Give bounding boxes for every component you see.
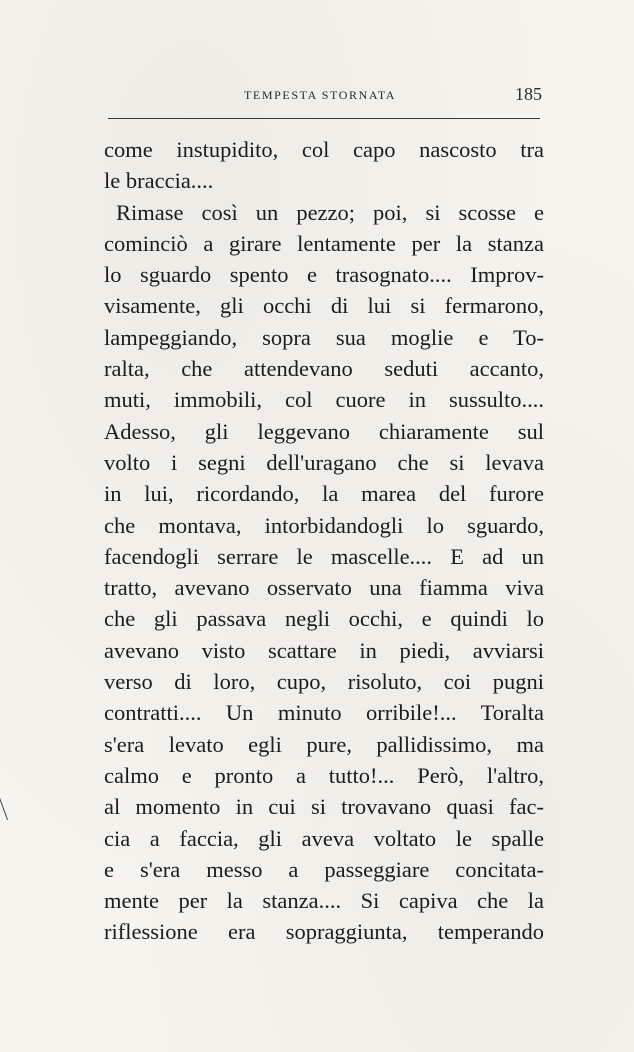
page-header bbox=[104, 86, 542, 112]
text-line: facendogli serrare le mascelle.... E ad un bbox=[104, 543, 544, 569]
text-line: calmo e pronto a tutto!... Però, l'altro, bbox=[104, 762, 544, 788]
text-line: cia a faccia, gli aveva voltato le spalle bbox=[104, 825, 544, 851]
text-line: verso di loro, cupo, risoluto, coi pugni bbox=[104, 669, 544, 695]
text-line: Adesso, gli leggevano chiaramente sul bbox=[104, 418, 544, 444]
text-line: in lui, ricordando, la marea del furore bbox=[104, 481, 544, 507]
text-line: contratti.... Un minuto orribile!... Toralta bbox=[104, 700, 544, 726]
text-line: avevano visto scattare in piedi, avviarsi bbox=[104, 637, 544, 663]
text-line: riflessione era sopraggiunta, temperando bbox=[104, 919, 544, 945]
page-number: 185 bbox=[515, 84, 542, 104]
running-head: TEMPESTA STORNATA bbox=[244, 88, 397, 102]
body-text bbox=[104, 134, 544, 948]
header-rule bbox=[108, 118, 540, 119]
text-line: tratto, avevano osservato una fiamma viva bbox=[104, 575, 544, 601]
text-line: le braccia.... bbox=[104, 168, 214, 194]
text-line: muti, immobili, col cuore in sussulto.... bbox=[104, 387, 544, 413]
text-line: mente per la stanza.... Si capiva che la bbox=[104, 888, 544, 914]
text-line: volto i segni dell'uragano che si levava bbox=[104, 449, 544, 475]
margin-pencil-mark bbox=[0, 780, 14, 820]
text-line: visamente, gli occhi di lui si fermarono, bbox=[104, 293, 544, 319]
text-line: cominciò a girare lentamente per la stanza bbox=[104, 230, 544, 256]
text-line: che gli passava negli occhi, e quindi lo bbox=[104, 606, 544, 632]
text-line: s'era levato egli pure, pallidissimo, ma bbox=[104, 731, 544, 757]
text-line: ralta, che attendevano seduti accanto, bbox=[104, 356, 544, 382]
text-line: Rimase così un pezzo; poi, si scosse e bbox=[116, 199, 544, 225]
text-line: lampeggiando, sopra sua moglie e To- bbox=[104, 324, 544, 350]
text-line: lo sguardo spento e trasognato.... Improv- bbox=[104, 262, 544, 288]
text-line: che montava, intorbidandogli lo sguardo, bbox=[104, 512, 544, 538]
text-line: e s'era messo a passeggiare concitata- bbox=[104, 856, 544, 882]
text-line: come instupidito, col capo nascosto tra bbox=[104, 137, 544, 162]
text-line: al momento in cui si trovavano quasi fac- bbox=[104, 794, 544, 820]
